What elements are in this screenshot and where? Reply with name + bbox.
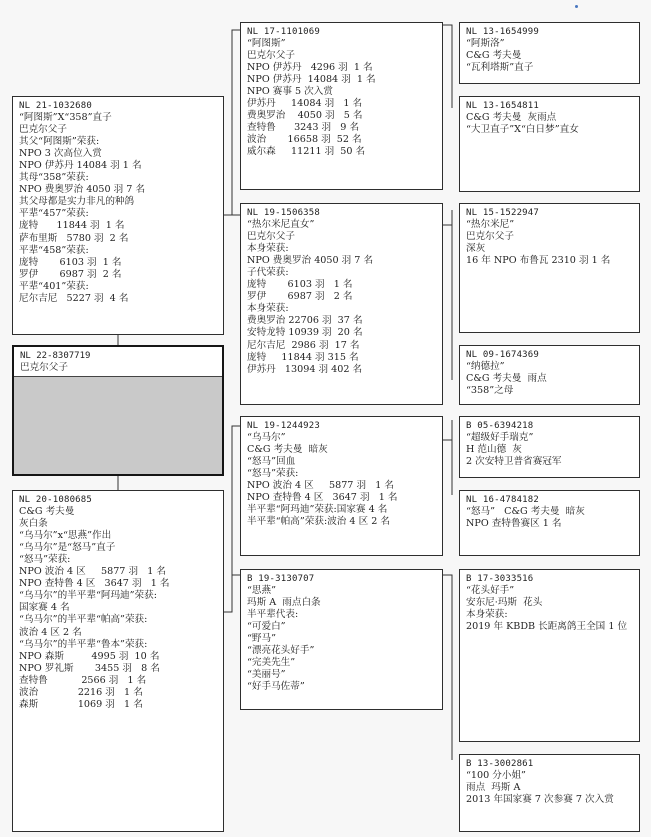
sire-sire-details <box>247 38 438 158</box>
dd-dam-details <box>466 770 635 806</box>
sire-dam-card <box>240 203 443 405</box>
detail-line: 16 年 NPO 布鲁瓦 2310 羽 1 名 <box>466 255 611 267</box>
detail-line: 本身荣获: <box>466 609 508 621</box>
sd-sire-ring-number: NL 15-1522947 <box>466 208 540 218</box>
detail-line: 2 次安特卫普省赛冠军 <box>466 456 562 468</box>
detail-line: 玛斯 A 雨点白条 <box>247 597 321 609</box>
detail-line: “瓦利塔斯”直子 <box>466 62 534 74</box>
detail-line: NPO 伊苏丹 14084 羽 1 名 <box>19 160 142 172</box>
sire-card <box>12 96 224 335</box>
detail-line: 庞特 6103 羽 1 名 <box>19 256 122 268</box>
sire-ring-number: NL 21-1032680 <box>19 101 93 111</box>
detail-line: 查特鲁 3243 羽 9 名 <box>247 122 360 134</box>
detail-line: 庞特 11844 羽 315 名 <box>247 351 359 363</box>
detail-line: 其父“阿图斯”荣获: <box>19 136 100 148</box>
detail-line: H 范山德 灰 <box>466 444 522 456</box>
detail-line: 费奥罗治 22706 羽 37 名 <box>247 315 363 327</box>
detail-line: NPO 费奥罗治 4050 羽 7 名 <box>247 255 374 267</box>
detail-line: “乌马尔”的半平辈“鲁本”荣获: <box>19 638 148 650</box>
ds-dam-ring-number: NL 16-4784182 <box>466 495 540 505</box>
detail-line: “漂亮花头好手” <box>247 645 315 657</box>
ss-sire-details <box>466 38 635 74</box>
detail-line: 罗伊 6987 羽 2 名 <box>19 268 122 280</box>
detail-line: “100 分小姐” <box>466 770 526 782</box>
detail-line: 半平辈代表: <box>247 609 299 621</box>
dam-sire-card <box>240 416 443 556</box>
detail-line: “好手马佐蒂” <box>247 681 305 693</box>
ss-sire-card <box>459 22 640 84</box>
ds-dam-card <box>459 490 640 556</box>
subject-ring-number: NL 22-8307719 <box>20 351 91 361</box>
detail-line: “乌马尔”是“怒马”直子 <box>19 542 116 554</box>
detail-line: 巴克尔父子 <box>19 124 67 136</box>
detail-line: 波治 16658 羽 52 名 <box>247 134 362 146</box>
detail-line: “超级好手瑞克” <box>466 432 534 444</box>
ss-dam-ring-number: NL 13-1654811 <box>466 101 540 111</box>
dam-sire-details <box>247 432 438 528</box>
detail-line: 费奥罗治 4050 羽 5 名 <box>247 110 363 122</box>
detail-line: “乌马尔”的半平辈“阿玛迪”荣获: <box>19 590 157 602</box>
dam-dam-ring-number: B 19-3130707 <box>247 574 315 584</box>
dd-sire-card <box>459 569 640 742</box>
detail-line: NPO 费奥罗治 4050 羽 7 名 <box>19 184 146 196</box>
detail-line: “大卫直子”X“白日梦”直女 <box>466 124 579 136</box>
detail-line: “野马” <box>247 633 276 645</box>
detail-line: 巴克尔父子 <box>247 231 295 243</box>
dd-dam-ring-number: B 13-3002861 <box>466 759 534 769</box>
sd-sire-details <box>466 219 635 267</box>
detail-line: “美丽号” <box>247 669 286 681</box>
detail-line: 平辈“401”荣获: <box>19 280 89 292</box>
detail-line: 森斯 1069 羽 1 名 <box>19 698 143 710</box>
sd-sire-card <box>459 203 640 333</box>
detail-line: “阿图斯”X“358”直子 <box>19 112 112 124</box>
detail-line: “怒马”回血 <box>247 456 296 468</box>
ds-dam-details <box>466 506 635 530</box>
detail-line: 国家赛 4 名 <box>19 602 70 614</box>
detail-line: NPO 波治 4 区 5877 羽 1 名 <box>247 480 394 492</box>
detail-line: NPO 3 次高位入赏 <box>19 148 102 160</box>
detail-line: 灰白条 <box>19 518 48 530</box>
sd-dam-card <box>459 345 640 405</box>
sd-dam-details <box>466 361 635 397</box>
detail-line: 本身荣获: <box>247 303 289 315</box>
detail-line: “乌马尔”x“思燕”作出 <box>19 530 112 542</box>
detail-line: NPO 查特鲁赛区 1 名 <box>466 518 562 530</box>
detail-line: C&G 考夫曼 雨点 <box>466 373 547 385</box>
detail-line: “热尔米尼” <box>466 219 515 231</box>
subject-details <box>20 362 216 374</box>
detail-line: 深灰 <box>466 243 486 255</box>
dam-card <box>12 490 224 832</box>
detail-line: “阿斯洛” <box>466 38 505 50</box>
sire-sire-card <box>240 22 443 190</box>
detail-line: 雨点 玛斯 A <box>466 782 521 794</box>
ss-dam-card <box>459 96 640 192</box>
detail-line: 半平辈“阿玛迪”荣获:国家赛 4 名 <box>247 504 388 516</box>
sire-sire-ring-number: NL 17-1101069 <box>247 27 321 37</box>
ds-sire-card <box>459 416 640 478</box>
dd-sire-details <box>466 585 635 633</box>
detail-line: “怒马”荣获: <box>247 468 299 480</box>
sire-dam-ring-number: NL 19-1506358 <box>247 208 321 218</box>
sire-dam-details <box>247 219 438 376</box>
detail-line: “358”之母 <box>466 385 514 397</box>
detail-line: 子代荣获: <box>247 267 289 279</box>
detail-line: 本身荣获: <box>247 243 289 255</box>
detail-line: 平辈“458”荣获: <box>19 244 89 256</box>
detail-line: NPO 伊苏丹 4296 羽 1 名 <box>247 62 373 74</box>
sire-details <box>19 112 219 305</box>
detail-line: 巴克尔父子 <box>466 231 514 243</box>
sd-dam-ring-number: NL 09-1674369 <box>466 350 540 360</box>
detail-line: 波治 4 区 2 名 <box>19 626 82 638</box>
detail-line: NPO 罗礼斯 3455 羽 8 名 <box>19 662 160 674</box>
dam-details <box>19 506 219 711</box>
detail-line: C&G 考夫曼 <box>19 506 75 518</box>
dam-sire-ring-number: NL 19-1244923 <box>247 421 321 431</box>
detail-line: 安特龙特 10939 羽 20 名 <box>247 327 363 339</box>
detail-line: 其父母都是实力非凡的种鸽 <box>19 196 135 208</box>
detail-line: 半平辈“帕高”荣获:波治 4 区 2 名 <box>247 516 390 528</box>
detail-line: 尼尔吉尼 5227 羽 4 名 <box>19 292 129 304</box>
detail-line: 2019 年 KBDB 长距离鸽王全国 1 位 <box>466 621 628 633</box>
detail-line: 查特鲁 2566 羽 1 名 <box>19 674 147 686</box>
detail-line: NPO 查特鲁 4 区 3647 羽 1 名 <box>19 578 170 590</box>
detail-line: “阿图斯” <box>247 38 286 50</box>
dd-dam-card <box>459 754 640 832</box>
dam-dam-details <box>247 585 438 693</box>
ss-dam-details <box>466 112 635 136</box>
detail-line: C&G 考夫曼 暗灰 <box>247 444 328 456</box>
detail-line: “思燕” <box>247 585 276 597</box>
ds-sire-ring-number: B 05-6394218 <box>466 421 534 431</box>
detail-line: “乌马尔”的半平辈“帕高”荣获: <box>19 614 148 626</box>
ss-sire-ring-number: NL 13-1654999 <box>466 27 540 37</box>
detail-line: NPO 波治 4 区 5877 羽 1 名 <box>19 566 166 578</box>
detail-line: 庞特 11844 羽 1 名 <box>19 220 125 232</box>
detail-line: “热尔米尼直女” <box>247 219 315 231</box>
detail-line: C&G 考夫曼 <box>466 50 522 62</box>
detail-line: 伊苏丹 13094 羽 402 名 <box>247 363 363 375</box>
detail-line: 巴克尔父子 <box>247 50 295 62</box>
detail-line: 波治 2216 羽 1 名 <box>19 686 143 698</box>
ds-sire-details <box>466 432 635 468</box>
detail-line: C&G 考夫曼 灰雨点 <box>466 112 557 124</box>
dam-dam-card <box>240 569 443 710</box>
detail-line: 威尔森 11211 羽 50 名 <box>247 146 366 158</box>
detail-line: “怒马”荣获: <box>19 554 71 566</box>
detail-line: 尼尔吉尼 2986 羽 17 名 <box>247 339 360 351</box>
detail-line: NPO 查特鲁 4 区 3647 羽 1 名 <box>247 492 398 504</box>
dd-sire-ring-number: B 17-3033516 <box>466 574 534 584</box>
subject-card <box>12 345 224 476</box>
detail-line: 安东尼·玛斯 花头 <box>466 597 543 609</box>
detail-line: “乌马尔” <box>247 432 286 444</box>
detail-line: 伊苏丹 14084 羽 1 名 <box>247 98 363 110</box>
detail-line: NPO 伊苏丹 14084 羽 1 名 <box>247 74 376 86</box>
dam-ring-number: NL 20-1080685 <box>19 495 93 505</box>
detail-line: NPO 森斯 4995 羽 10 名 <box>19 650 160 662</box>
detail-line: 平辈“457”荣获: <box>19 208 89 220</box>
detail-line: NPO 赛事 5 次入赏 <box>247 86 333 98</box>
detail-line: “可爱白” <box>247 621 286 633</box>
detail-line: “纳德拉” <box>466 361 505 373</box>
detail-line: 庞特 6103 羽 1 名 <box>247 279 353 291</box>
detail-line: 其母“358”荣获: <box>19 172 89 184</box>
detail-line: “完美先生” <box>247 657 296 669</box>
detail-line: 萨布里斯 5780 羽 2 名 <box>19 232 129 244</box>
detail-line: “怒马” C&G 考夫曼 暗灰 <box>466 506 585 518</box>
detail-line: “花头好手” <box>466 585 515 597</box>
detail-line: 2013 年国家赛 7 次参赛 7 次入赏 <box>466 794 614 806</box>
detail-line: 巴克尔父子 <box>20 362 68 373</box>
detail-line: 罗伊 6987 羽 2 名 <box>247 291 353 303</box>
